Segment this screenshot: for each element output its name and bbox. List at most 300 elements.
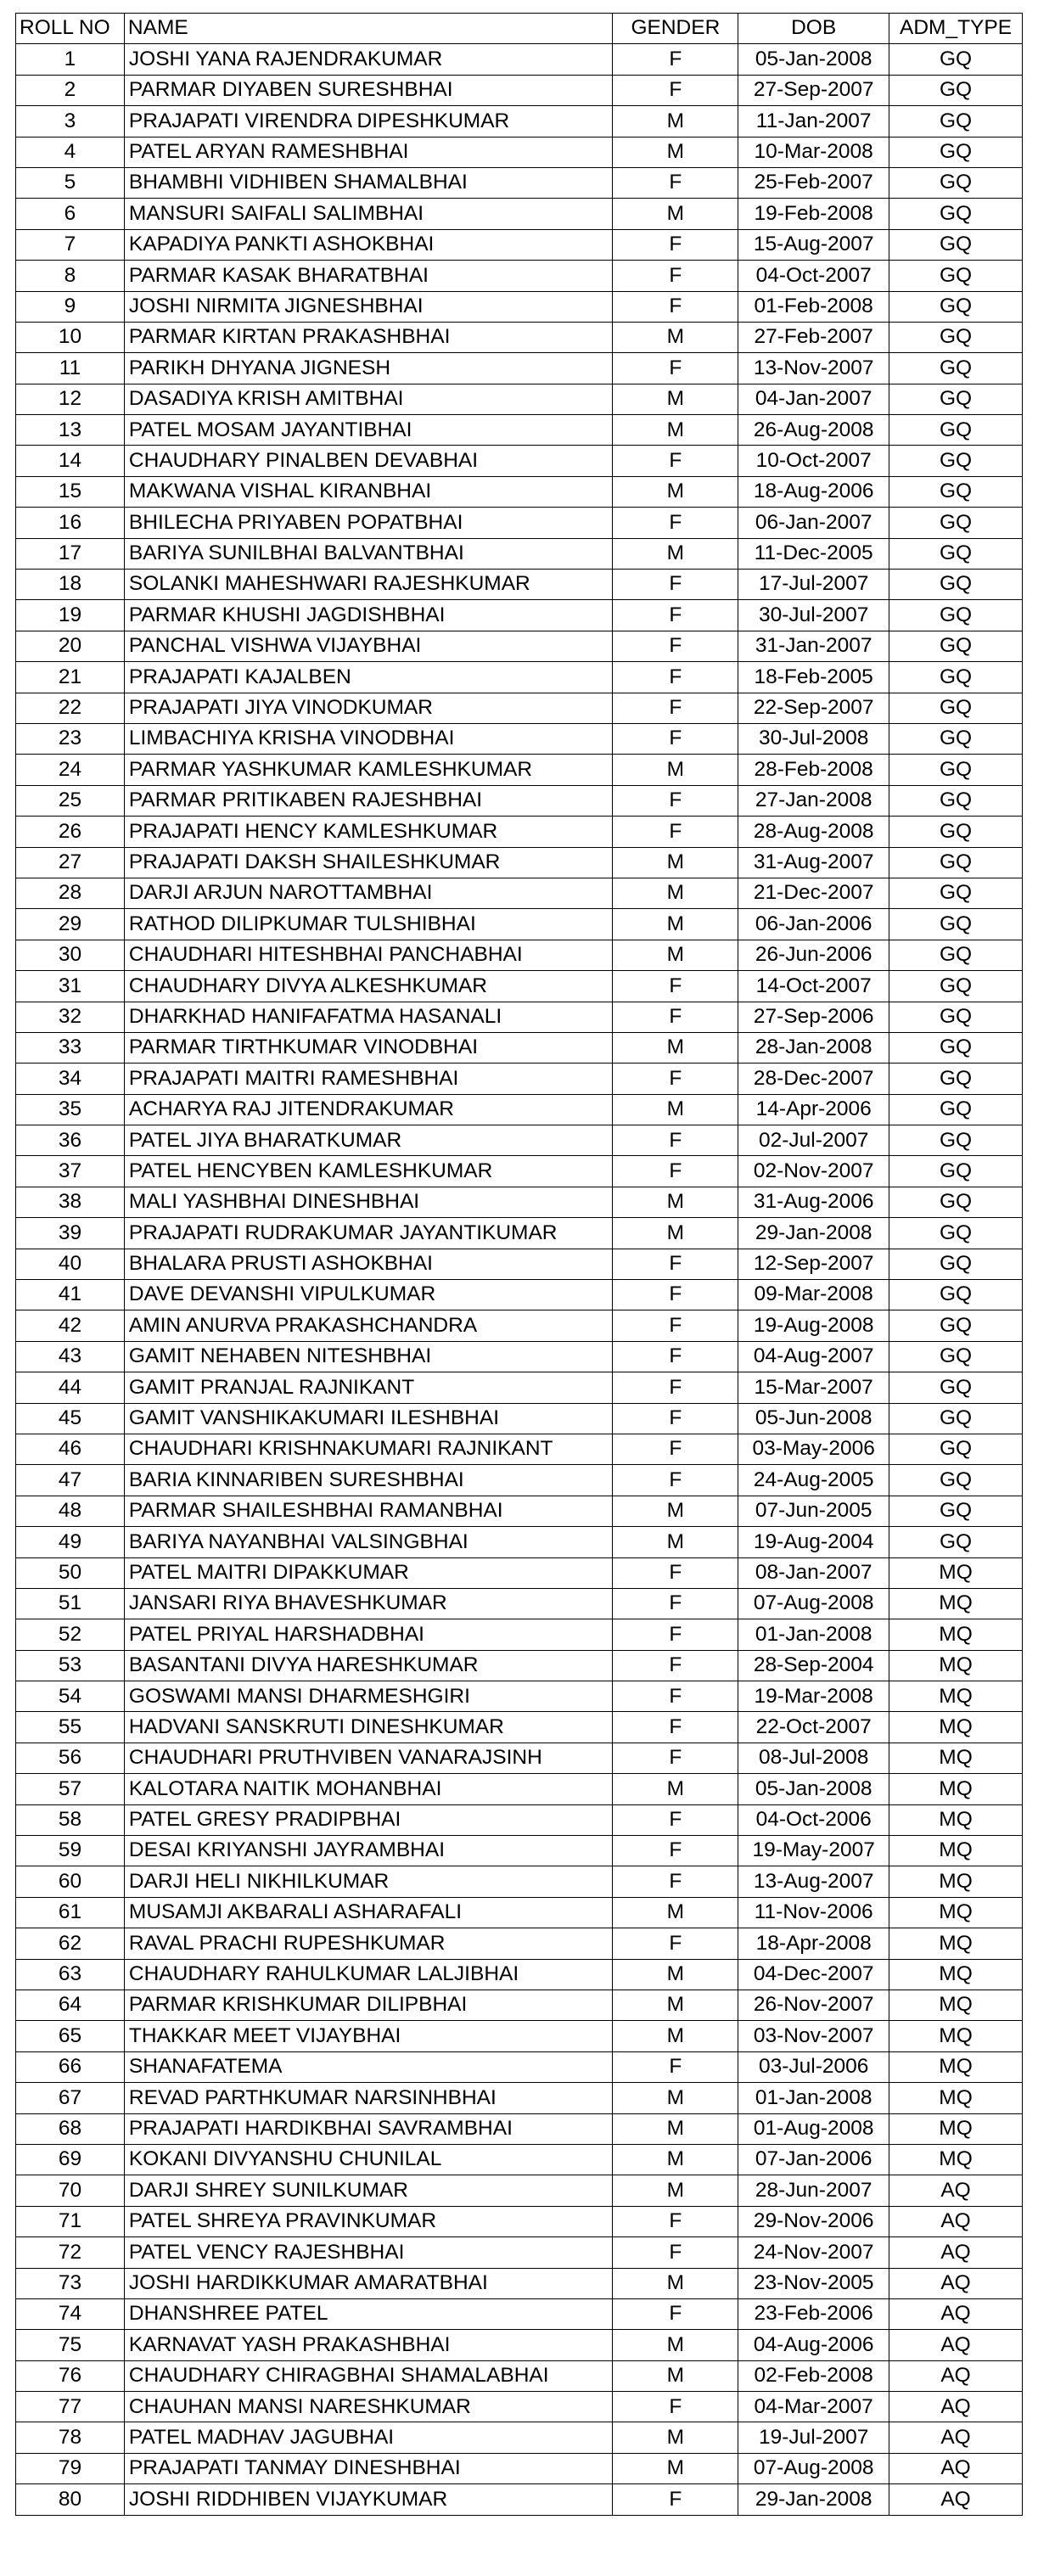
table-row <box>16 940 1023 970</box>
table-row <box>16 909 1023 940</box>
adm-type-cell: MQ <box>889 2051 1023 2082</box>
gender-cell: F <box>613 1866 738 1897</box>
name-cell: KAPADIYA PANKTI ASHOKBHAI <box>124 229 613 260</box>
gender-cell: M <box>613 199 738 229</box>
dob-cell: 15-Mar-2007 <box>738 1372 889 1403</box>
name-cell: PARMAR SHAILESHBHAI RAMANBHAI <box>124 1496 613 1526</box>
table-row <box>16 1125 1023 1156</box>
adm-type-cell: GQ <box>889 44 1023 75</box>
roll-no-cell: 74 <box>16 2298 125 2329</box>
adm-type-cell: GQ <box>889 723 1023 754</box>
adm-type-cell: MQ <box>889 1619 1023 1650</box>
table-row <box>16 1372 1023 1403</box>
adm-type-cell: GQ <box>889 1218 1023 1249</box>
dob-cell: 19-Aug-2008 <box>738 1310 889 1341</box>
gender-cell: F <box>613 1557 738 1588</box>
dob-cell: 11-Nov-2006 <box>738 1897 889 1928</box>
table-row <box>16 600 1023 631</box>
gender-cell: F <box>613 446 738 476</box>
gender-cell: M <box>613 137 738 167</box>
adm-type-cell: MQ <box>889 1928 1023 1959</box>
table-row <box>16 2206 1023 2236</box>
dob-cell: 14-Apr-2006 <box>738 1094 889 1125</box>
dob-cell: 07-Aug-2008 <box>738 1588 889 1619</box>
adm-type-cell: GQ <box>889 1249 1023 1279</box>
roll-no-cell: 75 <box>16 2330 125 2360</box>
gender-cell: F <box>613 1156 738 1187</box>
roll-no-cell: 12 <box>16 384 125 414</box>
header-name: NAME <box>124 14 613 44</box>
table-row <box>16 662 1023 693</box>
name-cell: SHANAFATEMA <box>124 2051 613 2082</box>
table-row <box>16 2175 1023 2206</box>
roll-no-cell: 8 <box>16 261 125 291</box>
name-cell: PATEL MOSAM JAYANTIBHAI <box>124 415 613 446</box>
table-row <box>16 476 1023 507</box>
dob-cell: 31-Aug-2007 <box>738 847 889 878</box>
dob-cell: 29-Jan-2008 <box>738 1218 889 1249</box>
gender-cell: F <box>613 1836 738 1866</box>
dob-cell: 01-Aug-2008 <box>738 2113 889 2144</box>
table-row <box>16 2268 1023 2298</box>
gender-cell: M <box>613 106 738 137</box>
name-cell: GOSWAMI MANSI DHARMESHGIRI <box>124 1681 613 1712</box>
dob-cell: 26-Jun-2006 <box>738 940 889 970</box>
table-row <box>16 1959 1023 1990</box>
gender-cell: F <box>613 817 738 847</box>
name-cell: PATEL MADHAV JAGUBHAI <box>124 2422 613 2453</box>
roll-no-cell: 43 <box>16 1341 125 1372</box>
roll-no-cell: 44 <box>16 1372 125 1403</box>
dob-cell: 30-Jul-2007 <box>738 600 889 631</box>
table-row <box>16 415 1023 446</box>
table-row <box>16 570 1023 600</box>
gender-cell: F <box>613 2206 738 2236</box>
gender-cell: F <box>613 723 738 754</box>
adm-type-cell: GQ <box>889 353 1023 384</box>
name-cell: CHAUDHARI KRISHNAKUMARI RAJNIKANT <box>124 1434 613 1464</box>
dob-cell: 03-Jul-2006 <box>738 2051 889 2082</box>
gender-cell: M <box>613 909 738 940</box>
roll-no-cell: 9 <box>16 291 125 322</box>
adm-type-cell: GQ <box>889 1341 1023 1372</box>
dob-cell: 28-Feb-2008 <box>738 755 889 785</box>
table-row <box>16 446 1023 476</box>
adm-type-cell: GQ <box>889 1465 1023 1496</box>
name-cell: THAKKAR MEET VIJAYBHAI <box>124 2021 613 2051</box>
table-row <box>16 1928 1023 1959</box>
adm-type-cell: MQ <box>889 2144 1023 2175</box>
name-cell: PRAJAPATI HARDIKBHAI SAVRAMBHAI <box>124 2113 613 2144</box>
gender-cell: F <box>613 2298 738 2329</box>
roll-no-cell: 80 <box>16 2484 125 2515</box>
table-row <box>16 1650 1023 1681</box>
roll-no-cell: 4 <box>16 137 125 167</box>
header-roll-no: ROLL NO <box>16 14 125 44</box>
name-cell: PATEL SHREYA PRAVINKUMAR <box>124 2206 613 2236</box>
gender-cell: M <box>613 1774 738 1804</box>
roll-no-cell: 10 <box>16 322 125 352</box>
adm-type-cell: AQ <box>889 2360 1023 2391</box>
dob-cell: 07-Jan-2006 <box>738 2144 889 2175</box>
gender-cell: F <box>613 2392 738 2422</box>
roll-no-cell: 27 <box>16 847 125 878</box>
roll-no-cell: 39 <box>16 1218 125 1249</box>
name-cell: MUSAMJI AKBARALI ASHARAFALI <box>124 1897 613 1928</box>
dob-cell: 21-Dec-2007 <box>738 878 889 908</box>
dob-cell: 19-Mar-2008 <box>738 1681 889 1712</box>
adm-type-cell: GQ <box>889 1002 1023 1032</box>
dob-cell: 28-Jun-2007 <box>738 2175 889 2206</box>
dob-cell: 29-Nov-2006 <box>738 2206 889 2236</box>
table-row <box>16 1403 1023 1434</box>
adm-type-cell: MQ <box>889 2113 1023 2144</box>
name-cell: PRAJAPATI DAKSH SHAILESHKUMAR <box>124 847 613 878</box>
name-cell: PATEL JIYA BHARATKUMAR <box>124 1125 613 1156</box>
roll-no-cell: 45 <box>16 1403 125 1434</box>
name-cell: MALI YASHBHAI DINESHBHAI <box>124 1187 613 1217</box>
gender-cell: M <box>613 2083 738 2113</box>
gender-cell: M <box>613 2422 738 2453</box>
adm-type-cell: MQ <box>889 1897 1023 1928</box>
dob-cell: 01-Jan-2008 <box>738 2083 889 2113</box>
table-row <box>16 817 1023 847</box>
adm-type-cell: AQ <box>889 2298 1023 2329</box>
header-gender: GENDER <box>613 14 738 44</box>
table-row <box>16 2237 1023 2268</box>
roll-no-cell: 6 <box>16 199 125 229</box>
roll-no-cell: 71 <box>16 2206 125 2236</box>
table-row <box>16 1588 1023 1619</box>
gender-cell: F <box>613 261 738 291</box>
gender-cell: F <box>613 631 738 661</box>
roll-no-cell: 73 <box>16 2268 125 2298</box>
gender-cell: F <box>613 1341 738 1372</box>
name-cell: PARMAR KRISHKUMAR DILIPBHAI <box>124 1990 613 2021</box>
dob-cell: 11-Jan-2007 <box>738 106 889 137</box>
roll-no-cell: 28 <box>16 878 125 908</box>
name-cell: PARMAR DIYABEN SURESHBHAI <box>124 75 613 105</box>
name-cell: CHAUDHARY RAHULKUMAR LALJIBHAI <box>124 1959 613 1990</box>
roll-no-cell: 17 <box>16 538 125 569</box>
roll-no-cell: 79 <box>16 2453 125 2483</box>
student-table <box>15 13 1023 2516</box>
adm-type-cell: GQ <box>889 847 1023 878</box>
roll-no-cell: 56 <box>16 1743 125 1773</box>
roll-no-cell: 63 <box>16 1959 125 1990</box>
table-row <box>16 785 1023 816</box>
table-row <box>16 1527 1023 1557</box>
name-cell: PARMAR KIRTAN PRAKASHBHAI <box>124 322 613 352</box>
adm-type-cell: GQ <box>889 384 1023 414</box>
gender-cell: M <box>613 1496 738 1526</box>
adm-type-cell: AQ <box>889 2330 1023 2360</box>
name-cell: PARMAR KASAK BHARATBHAI <box>124 261 613 291</box>
roll-no-cell: 2 <box>16 75 125 105</box>
dob-cell: 31-Jan-2007 <box>738 631 889 661</box>
dob-cell: 07-Jun-2005 <box>738 1496 889 1526</box>
adm-type-cell: GQ <box>889 1310 1023 1341</box>
adm-type-cell: MQ <box>889 1959 1023 1990</box>
gender-cell: M <box>613 1959 738 1990</box>
gender-cell: M <box>613 538 738 569</box>
table-row <box>16 1990 1023 2021</box>
adm-type-cell: GQ <box>889 1280 1023 1310</box>
dob-cell: 04-Mar-2007 <box>738 2392 889 2422</box>
name-cell: PRAJAPATI KAJALBEN <box>124 662 613 693</box>
roll-no-cell: 33 <box>16 1032 125 1063</box>
dob-cell: 10-Mar-2008 <box>738 137 889 167</box>
name-cell: GAMIT NEHABEN NITESHBHAI <box>124 1341 613 1372</box>
gender-cell: F <box>613 693 738 723</box>
adm-type-cell: AQ <box>889 2422 1023 2453</box>
roll-no-cell: 40 <box>16 1249 125 1279</box>
name-cell: CHAUHAN MANSI NARESHKUMAR <box>124 2392 613 2422</box>
roll-no-cell: 24 <box>16 755 125 785</box>
dob-cell: 04-Dec-2007 <box>738 1959 889 1990</box>
dob-cell: 05-Jan-2008 <box>738 44 889 75</box>
name-cell: PATEL VENCY RAJESHBHAI <box>124 2237 613 2268</box>
gender-cell: M <box>613 1187 738 1217</box>
gender-cell: M <box>613 1094 738 1125</box>
roll-no-cell: 76 <box>16 2360 125 2391</box>
name-cell: PANCHAL VISHWA VIJAYBHAI <box>124 631 613 661</box>
name-cell: KOKANI DIVYANSHU CHUNILAL <box>124 2144 613 2175</box>
adm-type-cell: GQ <box>889 1094 1023 1125</box>
name-cell: CHAUDHARI PRUTHVIBEN VANARAJSINH <box>124 1743 613 1773</box>
table-row <box>16 1002 1023 1032</box>
dob-cell: 22-Sep-2007 <box>738 693 889 723</box>
roll-no-cell: 69 <box>16 2144 125 2175</box>
dob-cell: 02-Feb-2008 <box>738 2360 889 2391</box>
roll-no-cell: 46 <box>16 1434 125 1464</box>
roll-no-cell: 32 <box>16 1002 125 1032</box>
dob-cell: 14-Oct-2007 <box>738 971 889 1002</box>
name-cell: PATEL MAITRI DIPAKKUMAR <box>124 1557 613 1588</box>
table-row <box>16 847 1023 878</box>
dob-cell: 10-Oct-2007 <box>738 446 889 476</box>
roll-no-cell: 61 <box>16 1897 125 1928</box>
dob-cell: 26-Nov-2007 <box>738 1990 889 2021</box>
gender-cell: F <box>613 600 738 631</box>
name-cell: BHALARA PRUSTI ASHOKBHAI <box>124 1249 613 1279</box>
roll-no-cell: 22 <box>16 693 125 723</box>
gender-cell: M <box>613 1527 738 1557</box>
gender-cell: M <box>613 2268 738 2298</box>
name-cell: ACHARYA RAJ JITENDRAKUMAR <box>124 1094 613 1125</box>
roll-no-cell: 58 <box>16 1804 125 1835</box>
table-row <box>16 137 1023 167</box>
adm-type-cell: MQ <box>889 1650 1023 1681</box>
dob-cell: 03-Nov-2007 <box>738 2021 889 2051</box>
roll-no-cell: 36 <box>16 1125 125 1156</box>
gender-cell: F <box>613 353 738 384</box>
name-cell: CHAUDHARI HITESHBHAI PANCHABHAI <box>124 940 613 970</box>
roll-no-cell: 38 <box>16 1187 125 1217</box>
roll-no-cell: 3 <box>16 106 125 137</box>
adm-type-cell: GQ <box>889 1187 1023 1217</box>
roll-no-cell: 62 <box>16 1928 125 1959</box>
name-cell: PRAJAPATI TANMAY DINESHBHAI <box>124 2453 613 2483</box>
adm-type-cell: GQ <box>889 909 1023 940</box>
roll-no-cell: 49 <box>16 1527 125 1557</box>
roll-no-cell: 13 <box>16 415 125 446</box>
name-cell: JOSHI YANA RAJENDRAKUMAR <box>124 44 613 75</box>
roll-no-cell: 67 <box>16 2083 125 2113</box>
gender-cell: F <box>613 291 738 322</box>
dob-cell: 01-Jan-2008 <box>738 1619 889 1650</box>
name-cell: PARMAR TIRTHKUMAR VINODBHAI <box>124 1032 613 1063</box>
name-cell: JOSHI RIDDHIBEN VIJAYKUMAR <box>124 2484 613 2515</box>
adm-type-cell: AQ <box>889 2175 1023 2206</box>
table-row <box>16 1774 1023 1804</box>
table-row <box>16 1712 1023 1743</box>
dob-cell: 27-Sep-2007 <box>738 75 889 105</box>
name-cell: PRAJAPATI VIRENDRA DIPESHKUMAR <box>124 106 613 137</box>
dob-cell: 12-Sep-2007 <box>738 1249 889 1279</box>
dob-cell: 17-Jul-2007 <box>738 570 889 600</box>
adm-type-cell: GQ <box>889 971 1023 1002</box>
adm-type-cell: MQ <box>889 1990 1023 2021</box>
roll-no-cell: 70 <box>16 2175 125 2206</box>
adm-type-cell: MQ <box>889 1743 1023 1773</box>
dob-cell: 15-Aug-2007 <box>738 229 889 260</box>
dob-cell: 04-Aug-2006 <box>738 2330 889 2360</box>
table-row <box>16 1619 1023 1650</box>
roll-no-cell: 7 <box>16 229 125 260</box>
table-row <box>16 1804 1023 1835</box>
dob-cell: 18-Aug-2006 <box>738 476 889 507</box>
name-cell: JOSHI HARDIKKUMAR AMARATBHAI <box>124 2268 613 2298</box>
table-row <box>16 167 1023 198</box>
dob-cell: 11-Dec-2005 <box>738 538 889 569</box>
adm-type-cell: GQ <box>889 1496 1023 1526</box>
roll-no-cell: 47 <box>16 1465 125 1496</box>
roll-no-cell: 55 <box>16 1712 125 1743</box>
adm-type-cell: GQ <box>889 415 1023 446</box>
dob-cell: 27-Jan-2008 <box>738 785 889 816</box>
name-cell: DHARKHAD HANIFAFATMA HASANALI <box>124 1002 613 1032</box>
name-cell: AMIN ANURVA PRAKASHCHANDRA <box>124 1310 613 1341</box>
name-cell: REVAD PARTHKUMAR NARSINHBHAI <box>124 2083 613 2113</box>
table-row <box>16 1187 1023 1217</box>
roll-no-cell: 37 <box>16 1156 125 1187</box>
name-cell: CHAUDHARY DIVYA ALKESHKUMAR <box>124 971 613 1002</box>
roll-no-cell: 19 <box>16 600 125 631</box>
dob-cell: 08-Jan-2007 <box>738 1557 889 1588</box>
roll-no-cell: 23 <box>16 723 125 754</box>
adm-type-cell: MQ <box>889 1774 1023 1804</box>
gender-cell: F <box>613 1002 738 1032</box>
name-cell: DASADIYA KRISH AMITBHAI <box>124 384 613 414</box>
name-cell: RATHOD DILIPKUMAR TULSHIBHAI <box>124 909 613 940</box>
gender-cell: F <box>613 1280 738 1310</box>
dob-cell: 04-Oct-2007 <box>738 261 889 291</box>
roll-no-cell: 14 <box>16 446 125 476</box>
table-row <box>16 1280 1023 1310</box>
dob-cell: 18-Apr-2008 <box>738 1928 889 1959</box>
roll-no-cell: 51 <box>16 1588 125 1619</box>
table-row <box>16 1866 1023 1897</box>
gender-cell: M <box>613 847 738 878</box>
adm-type-cell: GQ <box>889 817 1023 847</box>
adm-type-cell: GQ <box>889 662 1023 693</box>
adm-type-cell: AQ <box>889 2237 1023 2268</box>
roll-no-cell: 52 <box>16 1619 125 1650</box>
gender-cell: M <box>613 1218 738 1249</box>
adm-type-cell: GQ <box>889 291 1023 322</box>
name-cell: PARMAR KHUSHI JAGDISHBHAI <box>124 600 613 631</box>
adm-type-cell: GQ <box>889 508 1023 538</box>
table-row <box>16 1465 1023 1496</box>
name-cell: DAVE DEVANSHI VIPULKUMAR <box>124 1280 613 1310</box>
name-cell: BHAMBHI VIDHIBEN SHAMALBHAI <box>124 167 613 198</box>
gender-cell: F <box>613 1804 738 1835</box>
name-cell: DARJI HELI NIKHILKUMAR <box>124 1866 613 1897</box>
table-row <box>16 322 1023 352</box>
table-row <box>16 1249 1023 1279</box>
roll-no-cell: 5 <box>16 167 125 198</box>
gender-cell: F <box>613 1372 738 1403</box>
dob-cell: 19-May-2007 <box>738 1836 889 1866</box>
roll-no-cell: 68 <box>16 2113 125 2144</box>
gender-cell: F <box>613 1650 738 1681</box>
name-cell: DARJI ARJUN NAROTTAMBHAI <box>124 878 613 908</box>
adm-type-cell: MQ <box>889 1712 1023 1743</box>
gender-cell: F <box>613 75 738 105</box>
dob-cell: 04-Jan-2007 <box>738 384 889 414</box>
roll-no-cell: 42 <box>16 1310 125 1341</box>
gender-cell: F <box>613 785 738 816</box>
table-row <box>16 1557 1023 1588</box>
table-row <box>16 723 1023 754</box>
gender-cell: M <box>613 2113 738 2144</box>
name-cell: BARIYA SUNILBHAI BALVANTBHAI <box>124 538 613 569</box>
dob-cell: 04-Oct-2006 <box>738 1804 889 1835</box>
roll-no-cell: 77 <box>16 2392 125 2422</box>
name-cell: PATEL ARYAN RAMESHBHAI <box>124 137 613 167</box>
adm-type-cell: MQ <box>889 1836 1023 1866</box>
roll-no-cell: 11 <box>16 353 125 384</box>
name-cell: HADVANI SANSKRUTI DINESHKUMAR <box>124 1712 613 1743</box>
adm-type-cell: AQ <box>889 2453 1023 2483</box>
table-row <box>16 199 1023 229</box>
dob-cell: 09-Mar-2008 <box>738 1280 889 1310</box>
adm-type-cell: GQ <box>889 199 1023 229</box>
roll-no-cell: 16 <box>16 508 125 538</box>
adm-type-cell: GQ <box>889 106 1023 137</box>
gender-cell: F <box>613 1743 738 1773</box>
adm-type-cell: GQ <box>889 1527 1023 1557</box>
roll-no-cell: 35 <box>16 1094 125 1125</box>
adm-type-cell: GQ <box>889 1434 1023 1464</box>
roll-no-cell: 64 <box>16 1990 125 2021</box>
dob-cell: 23-Nov-2005 <box>738 2268 889 2298</box>
gender-cell: F <box>613 570 738 600</box>
adm-type-cell: GQ <box>889 755 1023 785</box>
dob-cell: 28-Dec-2007 <box>738 1064 889 1094</box>
roll-no-cell: 29 <box>16 909 125 940</box>
table-row <box>16 2422 1023 2453</box>
roll-no-cell: 54 <box>16 1681 125 1712</box>
adm-type-cell: MQ <box>889 2021 1023 2051</box>
table-row <box>16 261 1023 291</box>
gender-cell: M <box>613 2453 738 2483</box>
dob-cell: 27-Feb-2007 <box>738 322 889 352</box>
gender-cell: F <box>613 1310 738 1341</box>
name-cell: DARJI SHREY SUNILKUMAR <box>124 2175 613 2206</box>
table-row <box>16 1094 1023 1125</box>
